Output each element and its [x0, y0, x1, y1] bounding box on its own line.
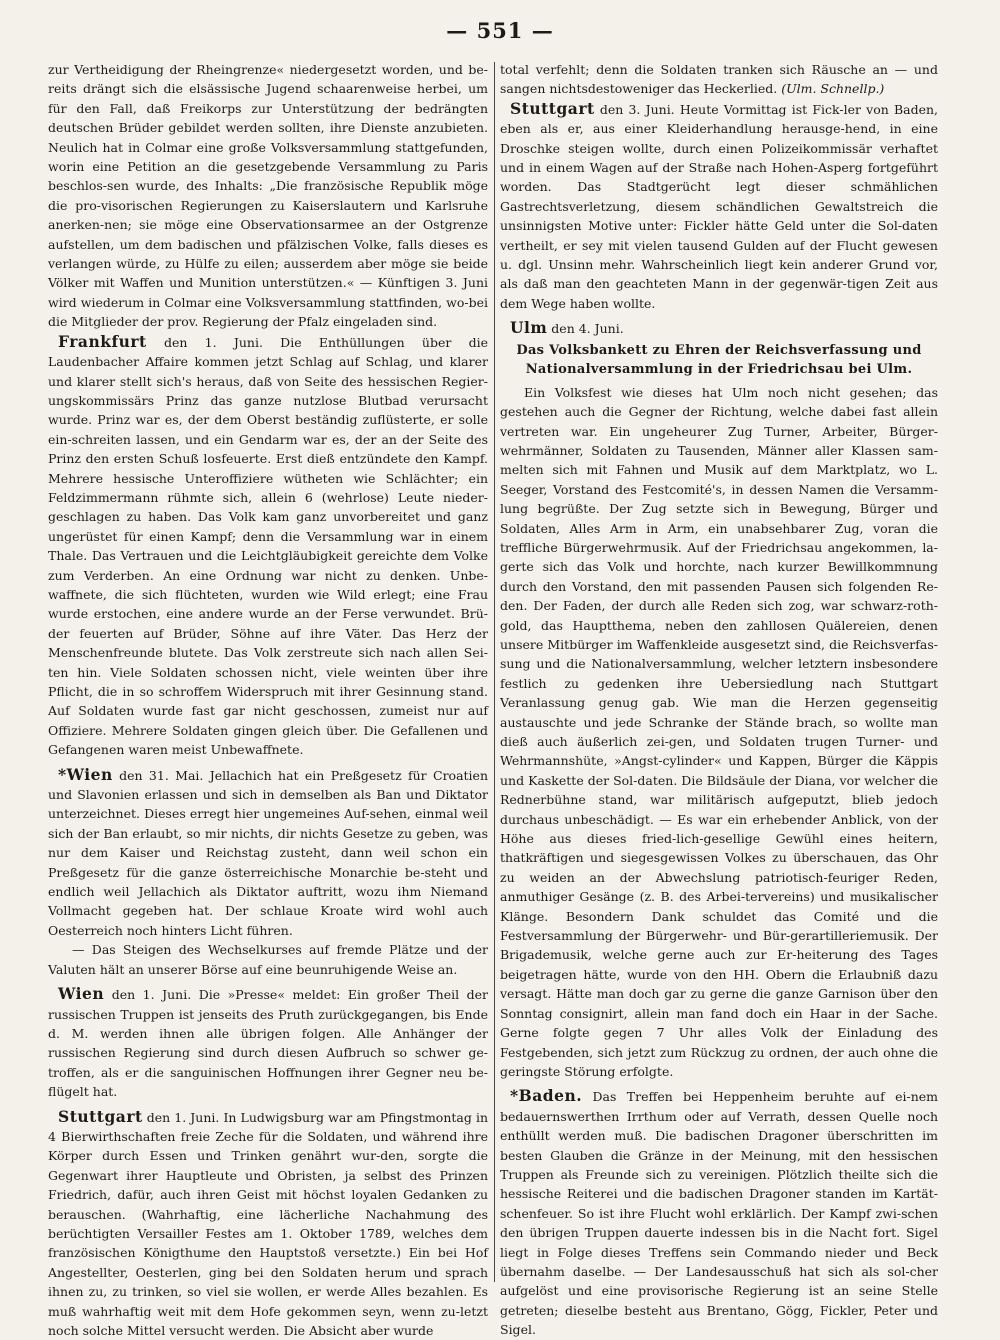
article-wien-1-juni	[48, 984, 488, 1101]
article-date: den 1. Juni.	[163, 334, 263, 350]
article-place: Ulm	[510, 318, 548, 338]
article-text: In Ludwigsburg war am Pfingstmontag in 4 Bierwirthschaften freie Zeche für die Soldaten, und während ihre Körper durch Essen und Trinken genährt wur-den, sorgte die Gegenwart ihrer Hauptleute und Obristen, ja selbst des Prinzen Friedrich, dafür, auch ihren Geist mit höchst loyalen Gedanken zu berauschen. (Wahrhaftig, eine lächerliche Nachahmung des berüchtigten Versailler Festes am 1. Oktober 1789, welches dem französischen Königthume den Hauptstoß versetzte.) Ein bei Hof Angestellter, Oesterlen, ging bei den Soldaten herum und sprach ihnen zu, zu trinken, so viel sie wollen, er werde Alles bezahlen. Es muß wahrhaftig weit mit dem Hofe gekommen seyn, wenn zu-letzt noch solche Mittel versucht werden. Die Absicht aber wurde	[48, 1109, 488, 1338]
article-place: Frankfurt	[58, 331, 147, 351]
article-headline: Das Volksbankett zu Ehren der Reichsverfassung und Nationalversammlung in der Friedrichsau bei Ulm.	[516, 342, 922, 377]
article-ulm	[500, 318, 938, 1081]
article-date: den 1. Juni.	[111, 987, 192, 1003]
article-date: den 3. Juni.	[599, 101, 675, 117]
column-divider	[494, 62, 495, 1282]
article-text: Jellachich hat ein Preßgesetz für Croatien und Slavonien erlassen und sich in demselben als Ban und Diktator unterzeichnet. Dieses erregt hier ungemeines Auf-sehen, einmal weil sich der Ban erlaubt, so mir nichts, dir nichts Gesetze zu geben, was nur dem Kaiser und Reichstag zusteht, dann weil schon ein Preßgesetz für die ganze österreichische Monarchie be-steht und endlich weil Jellachich als Diktator auftritt, wozu ihm Niemand Vollmacht gegeben hat. Der schlaue Kroate wird wohl auch Oesterreich noch hinters Licht führen.	[48, 767, 488, 938]
article-date: den 1. Juni.	[146, 1109, 220, 1125]
article-place: *Baden.	[510, 1086, 583, 1106]
article-date: den 31. Mai.	[119, 767, 204, 783]
source-attribution: (Ulm. Schnellp.)	[781, 81, 885, 97]
article-place: *Wien	[58, 764, 113, 784]
right-column	[500, 60, 939, 1338]
article-place: Wien	[58, 984, 105, 1004]
article-place: Stuttgart	[510, 98, 595, 118]
article-place: Stuttgart	[58, 1106, 143, 1126]
continued-text	[500, 60, 938, 99]
page-number: — 551 —	[446, 18, 554, 43]
article-text: Ein Volksfest wie dieses hat Ulm noch nicht gesehen; das gestehen auch die Gegner der Richtung, welche dabei fast allein vertreten war. Ein ungeheurer Zug Turner, Arbeiter, Bürger-wehrmänner, Soldaten zu Tausenden, Männer aller Klassen sam-melten sich mit Fahnen und Musik auf dem Marktplatz, wo L. Seeger, Vorstand des Festcomité's, in dessen Namen die Versamm-lung begrüßte. Der Zug setzte sich in Bewegung, Bürger und Soldaten, Alles Arm in Arm, ein unabsehbarer Zug, voran die treffliche Bürgerwehrmusik. Auf der Friedrichsau angekommen, la-gerte sich das Volk und horchte, nach kurzer Bewillkommnung durch den Vorstand, den mit passenden Pausen sich folgenden Re-den. Der Faden, der durch alle Reden sich zog, war schwarz-roth-gold, das Hauptthema, neben den zahllosen Quälereien, denen unsere Mitbürger im Waffenkleide ausgesetzt sind, die Reichsverfas-sung und die Nationalversammlung, welcher letztern insbesondere festlich zu gedenken ihre Uebersiedlung nach Stuttgart Veranlassung genug gab. Wie man die Herzen gegenseitig austauschte und jede Schranke der Stände brach, so wollte man dieß auch äußerlich zei-gen, und Soldaten trugen Turner- und Wehrmannshüte, »Angst-cylinder« und Kappen, Bürger die Käppis und Kaskette der Sol-daten. Die Bildsäule der Diana, vor welcher die Rednerbühne stand, war militärisch aufgeputzt, blieb jedoch durchaus unbeschädigt. — Es war ein erhebender Anblick, von der Höhe aus dieses fried-lich-gesellige Gewühl eines heitern, thatkräftigen und siegesgewissen Volkes zu überschauen, das Ohr zu weiden an der Abwechslung patriotisch-feuriger Reden, anmuthiger Gesänge (z. B. des Arbei-tervereins) und musikalischer Klänge. Besondern Dank schuldet das Comité und die Festversammlung der Bürgerwehr- und Bür-gerartilleriemusik. Der Brigademusik, welche gerne auch zur Er-heiterung des Tages beigetragen hätte, wurde von den HH. Obern die Erlaubniß dazu versagt. Hätte man doch gar zu gerne die ganze Garnison über den Sonntag consignirt, allein man fand doch ein Haar in der Sache. Gerne folgte gegen 7 Uhr alles Volk der Einladung des Festgebenden, sich jetzt zum Rückzug zu ordnen, der auch ohne die geringste Störung erfolgte.	[500, 384, 938, 1079]
article-date: den 4. Juni.	[551, 321, 624, 337]
article-wien-31-mai	[48, 765, 488, 979]
article-text: Die Enthüllungen über die Laudenbacher Affaire kommen jetzt Schlag auf Schlag, und klarer und klarer stellt sich's heraus, daß von Seite des hessischen Regier-ungskommissärs Prinz das ganze nutzlose Blutbad verursacht wurde. Prinz war es, der dem Oberst beständig zuflüsterte, er solle ein-schreiten lassen, und ein Gendarm war es, der an der Seite des Prinz den ersten Schuß losfeuerte. Erst dieß entzündete den Kampf. Mehrere hessische Unteroffiziere wütheten wie Schlächter; ein Feldzimmermann rühmte sich, allein 6 (wehrlose) Leute nieder-geschlagen zu haben. Das Volk kam ganz unvorbereitet und ganz ungerüstet für einen Kampf; denn die Versammlung war in einem Thale. Das Vertrauen und die Leichtgläubigkeit gereichte dem Volke zum Verderben. An eine Ordnung war nicht zu denken. Unbe-waffnete, die sich flüchteten, wurden wie Wild erlegt; eine Frau wurde erstochen, eine andere wurde an der Ferse verwundet. Brü-der feuerten auf Brüder, Söhne auf ihre Väter. Das Herz der Menschenfreunde blutete. Das Volk zerstreute sich nach allen Sei-ten hin. Viele Soldaten schossen nicht, viele weinten über ihre Pflicht, die in so schroffem Widerspruch mit ihrer Gesinnung stand. Auf Soldaten wurde fast gar nicht geschossen, zumeist nur auf Offiziere. Mehrere Soldaten gingen gleich über. Die Gefallenen und Gefangenen waren meist Unbewaffnete.	[48, 334, 488, 758]
continuation-text: total verfehlt; denn die Soldaten tranken sich Räusche an — und sangen nichtsdestoweniger das Heckerlied.	[500, 62, 938, 97]
article-baden	[500, 1086, 938, 1339]
left-column	[48, 60, 488, 1338]
article-text: Heute Vormittag ist Fick-ler von Baden, eben als er, aus einer Kleiderhandlung herausge-hend, in eine Droschke steigen wollte, durch einen Polizeikommissär verhaftet und in einem Wagen auf der Straße nach Hohen-Asperg fortgeführt worden. Das Stadtgerücht legt dieser schmählichen Gastrechtsverletzung, diesem schändlichen Gewaltstreich die unsinnigsten Motive unter: Fickler hätte Geld unter die Sol-daten vertheilt, er sey mit vielen tausend Gulden auf der Flucht gewesen u. dgl. Unsinn mehr. Wahrscheinlich liegt kein anderer Grund vor, als daß man den geachteten Mann in der gegenwär-tigen Zeit aus dem Wege haben wollte.	[500, 101, 939, 311]
article-text: — Das Steigen des Wechselkurses auf fremde Plätze und der Valuten hält an unserer Börse auf eine beunruhigende Weise an.	[48, 942, 488, 977]
article-text: Die »Presse« meldet: Ein großer Theil der russischen Truppen ist jenseits des Pruth zurückgegangen, bis Ende d. M. werden ihnen alle übrigen folgen. Alle Anhänger der russischen Regierung sind durch diesen Aufbruch so schwer ge-troffen, als er die sanguinischen Hoffnungen ihrer Gegner neu be-flügelt hat.	[48, 987, 488, 1100]
article-frankfurt	[48, 332, 488, 760]
article-stuttgart-3-juni	[500, 99, 938, 313]
article-text: Das Treffen bei Heppenheim beruhte auf ei-nem bedauernswerthen Irrthum oder auf Verrath, dessen Quelle noch enthüllt werden muß. Die badischen Dragoner überschritten im besten Glauben die Gränze in der Meinung, mit den hessischen Truppen als Freunde sich zu vereinigen. Plötzlich theilte sich die hessische Reiterei und die badischen Dragoner standen im Kartät-schenfeuer. So ist ihre Flucht wohl erklärlich. Der Kampf zwi-schen den übrigen Truppen dauerte indessen bis in die Nacht fort. Sigel liegt in Folge dieses Treffens sein Commando nieder und Beck übernahm daselbe. — Der Landesausschuß hat sich als sol-cher aufgelöst und eine provisorische Regierung ist an seine Stelle getreten; dieselbe besteht aus Brentano, Gögg, Fickler, Peter und Sigel.	[500, 1089, 938, 1338]
continued-text: zur Vertheidigung der Rheingrenze« niedergesetzt worden, und be-reits drängt sich die elsässische Jugend schaarenweise herbei, um für den Fall, daß Freikorps zur Unterstützung der bedrängten deutschen Brüder gebildet werden sollten, ihre Dienste anzubieten. Neulich hat in Colmar eine große Volksversammlung stattgefunden, worin eine Petition an die gesetzgebende Versammlung zu Paris beschlos-sen wurde, des Inhalts: „Die französische Republik möge die pro-visorischen Regierungen zu Kaiserslautern und Karlsruhe anerken-nen; sie möge eine Observationsarmee an der Ostgrenze aufstellen, um dem badischen und pfälzischen Volke, falls dieses es verlangen würde, zu Hülfe zu eilen; ausserdem aber möge sie beide Völker mit Waffen und Munition unterstützen.« — Künftigen 3. Juni wird wiederum in Colmar eine Volksversammlung stattfinden, wo-bei die Mitglieder der prov. Regierung der Pfalz eingeladen sind.	[48, 62, 488, 330]
article-stuttgart-1-juni	[48, 1107, 488, 1340]
